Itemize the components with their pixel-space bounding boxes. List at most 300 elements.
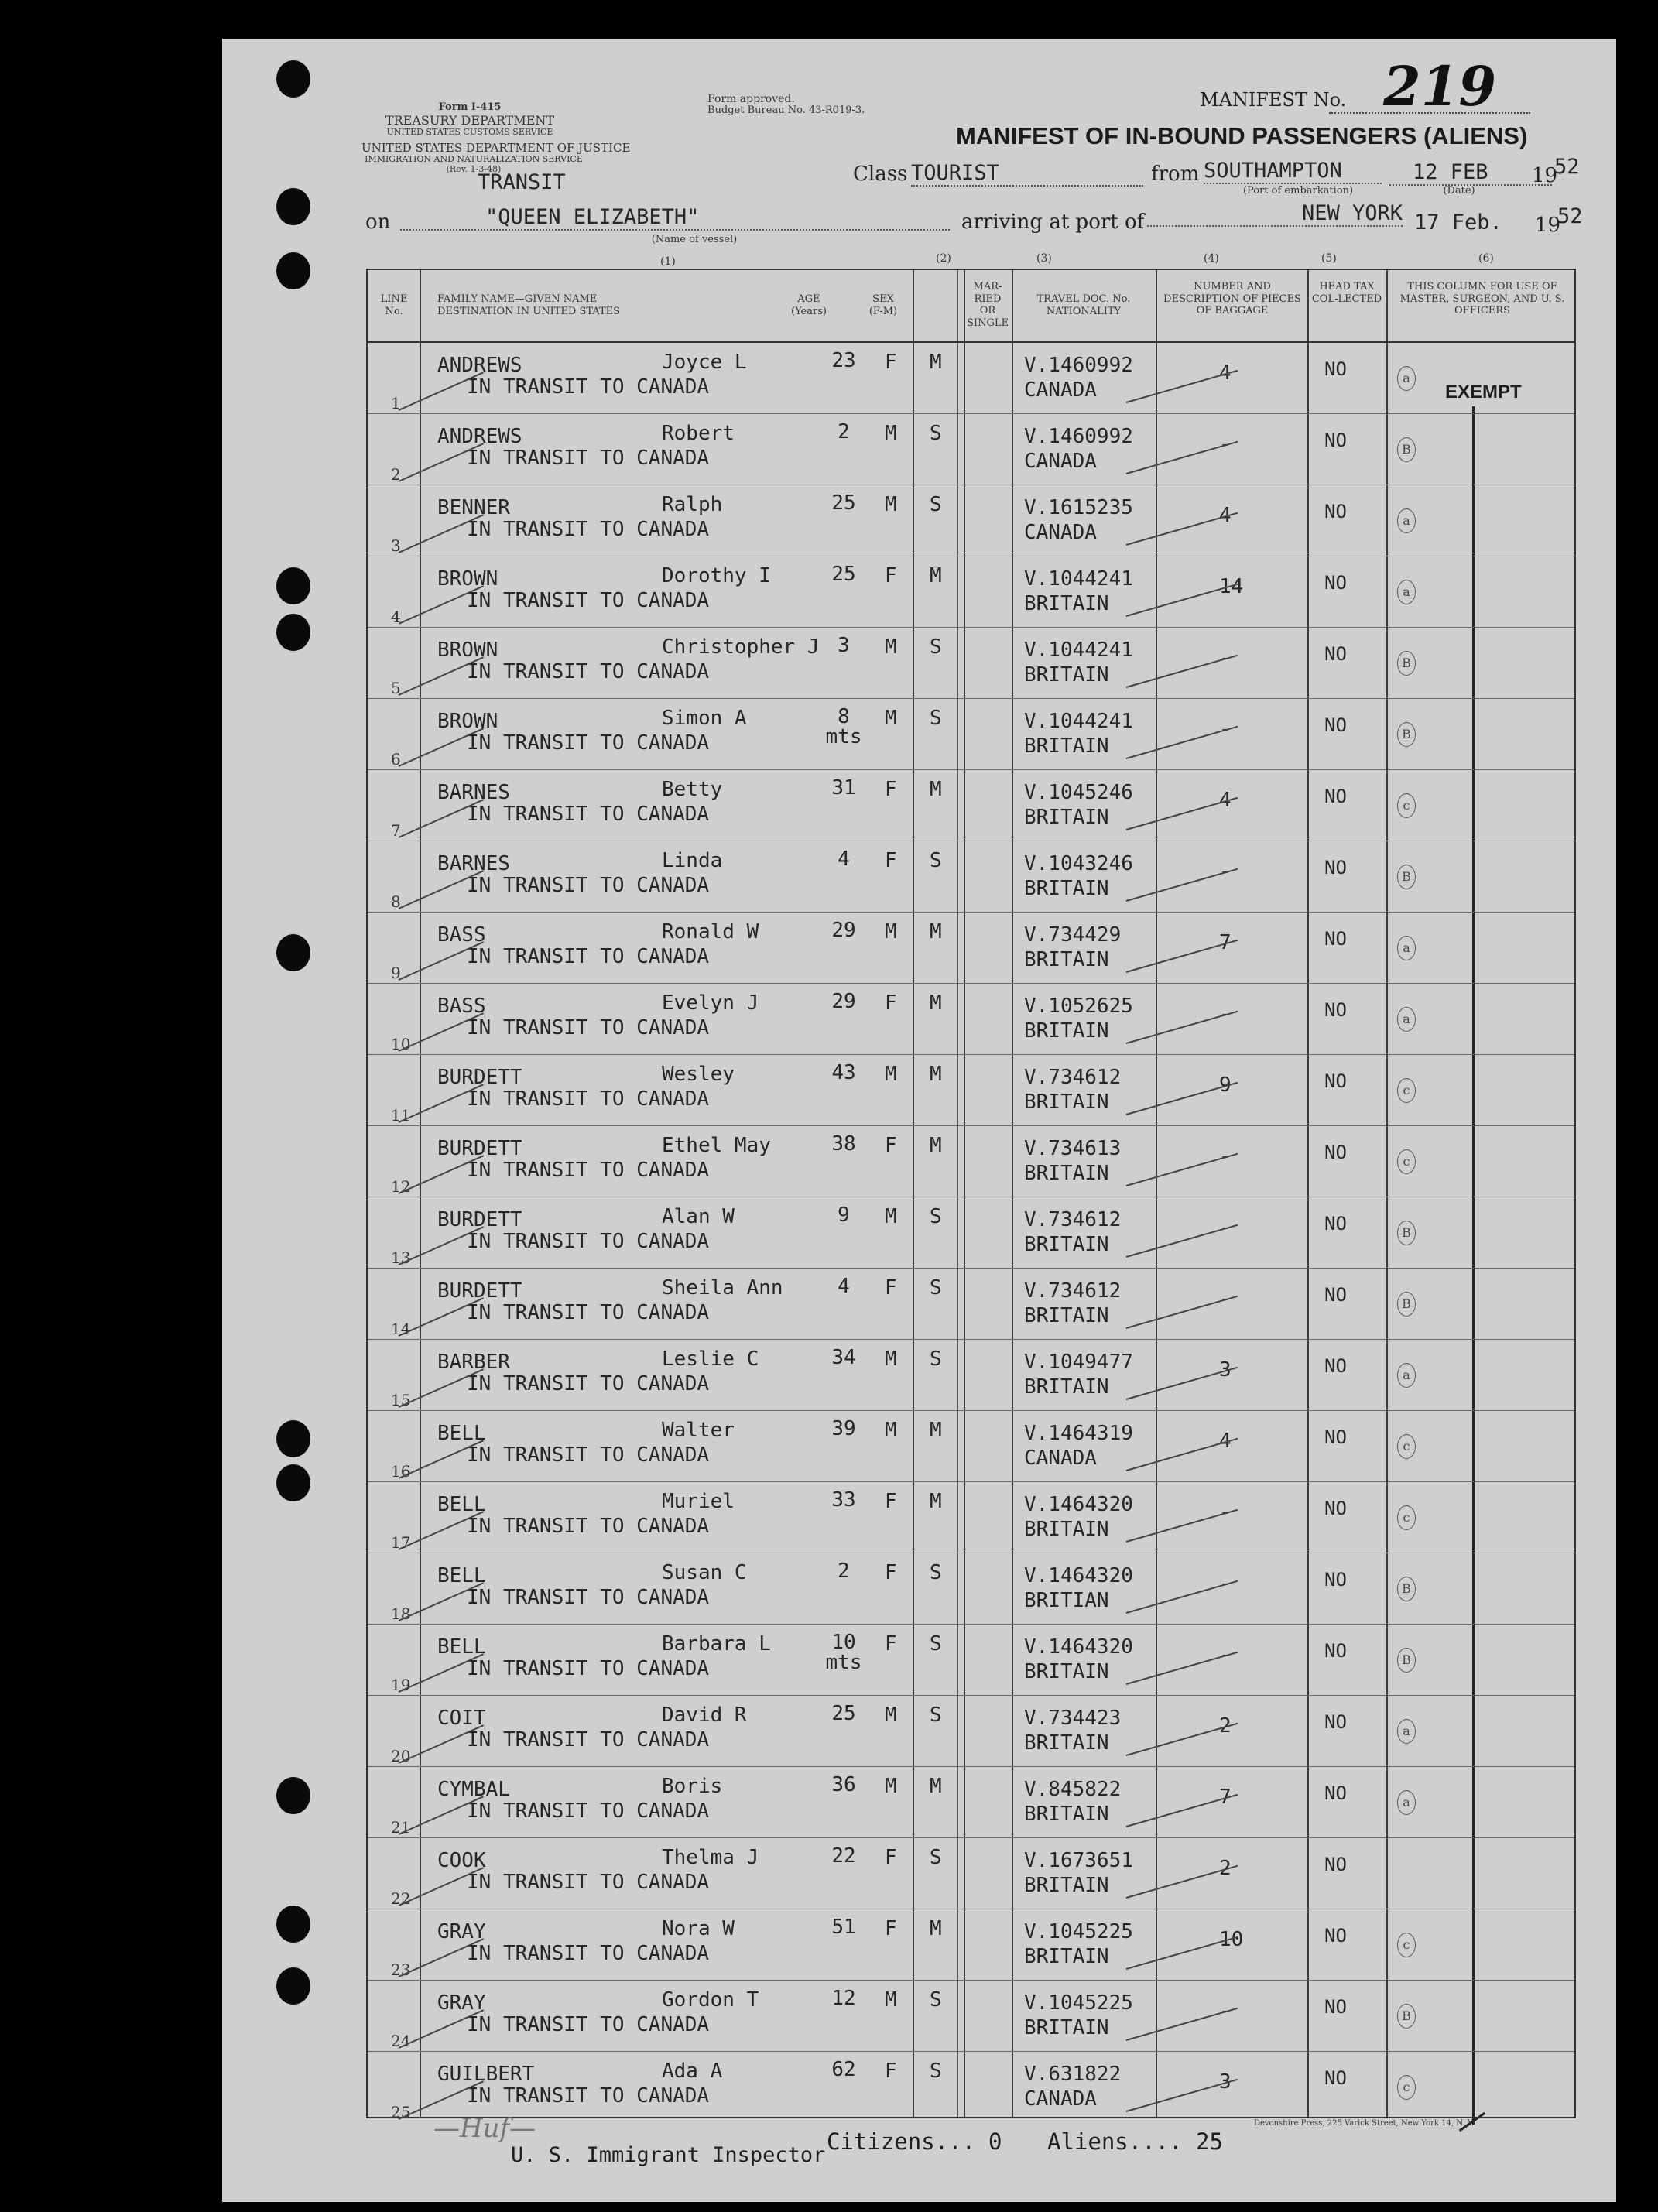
marital-status: M: [930, 351, 942, 374]
travel-doc-no: V.1044241: [1024, 567, 1133, 591]
marital-status: M: [930, 778, 942, 801]
table-row: [368, 1269, 1574, 1340]
inspector-label: U. S. Immigrant Inspector: [511, 2143, 826, 2167]
travel-doc-no: V.734612: [1024, 1066, 1122, 1089]
marital-status: S: [930, 1704, 942, 1727]
col-sex-title: SEX: [872, 293, 894, 305]
baggage-count: 7: [1219, 1786, 1232, 1809]
baggage-count: 2: [1219, 1857, 1232, 1880]
table-row: [368, 628, 1574, 699]
age: 31: [831, 776, 856, 800]
officer-code: c: [1397, 793, 1416, 818]
table-row: [368, 1909, 1574, 1981]
baggage-count: 4: [1219, 1430, 1232, 1453]
sex: F: [885, 1846, 897, 1869]
form-number: Form I-415: [438, 101, 502, 113]
form-id-block: [377, 102, 563, 138]
officer-code: c: [1397, 1505, 1416, 1530]
arriving-label: arriving at port of: [961, 211, 1145, 234]
sex: F: [885, 991, 897, 1015]
family-name: BELL: [437, 1564, 486, 1587]
family-name: COOK: [437, 1849, 486, 1872]
line-number: 6: [391, 750, 401, 769]
given-name: Robert: [662, 422, 735, 445]
officer-code: B: [1397, 1577, 1416, 1601]
doc-check-mark: [1126, 1865, 1238, 1899]
date-caption: (Date): [1443, 185, 1475, 197]
baggage-count: 4: [1219, 789, 1232, 812]
marital-status: S: [930, 1347, 942, 1371]
travel-doc-no: V.1673651: [1024, 1849, 1133, 1872]
sex: M: [885, 493, 897, 516]
given-name: Dorothy I: [662, 564, 771, 587]
class-value: TOURIST: [911, 161, 1143, 187]
family-name: GRAY: [437, 1920, 486, 1943]
marital-status: S: [930, 422, 942, 445]
line-number: 23: [391, 1960, 411, 1979]
approval-block: [707, 93, 865, 117]
arrival-year-suffix: 52: [1557, 204, 1583, 228]
marital-status: S: [930, 1276, 942, 1299]
table-row: [368, 913, 1574, 984]
head-tax: NO: [1324, 1213, 1347, 1234]
destination: IN TRANSIT TO CANADA: [467, 1586, 710, 1609]
doc-check-mark: [1126, 370, 1238, 403]
nationality: CANADA: [1024, 521, 1097, 544]
form-approved: Form approved.: [707, 93, 795, 105]
punch-hole: [276, 934, 310, 971]
marital-status: S: [930, 1205, 942, 1228]
sex: F: [885, 1490, 897, 1513]
sex: F: [885, 1917, 897, 1940]
sex: F: [885, 1561, 897, 1584]
table-row: [368, 1482, 1574, 1553]
family-name: COIT: [437, 1707, 486, 1730]
officer-code: a: [1397, 366, 1416, 391]
doc-check-mark: [1126, 2008, 1238, 2041]
sex: M: [885, 1419, 897, 1442]
sex: M: [885, 635, 897, 659]
baggage-count: 9: [1219, 1073, 1232, 1097]
table-row: [368, 770, 1574, 841]
arrival-port: NEW YORK: [1147, 201, 1403, 227]
col-baggage: NUMBER AND DESCRIPTION OF PIECES OF BAGGAGE: [1163, 281, 1301, 317]
table-row: [368, 699, 1574, 770]
table-row: [368, 1553, 1574, 1625]
punch-hole: [276, 1464, 310, 1501]
arrival-date: 17 Feb.: [1414, 211, 1502, 235]
col-sex: [860, 293, 906, 317]
destination: IN TRANSIT TO CANADA: [467, 1657, 710, 1680]
age: 3: [838, 634, 850, 657]
marital-status: S: [930, 1632, 942, 1656]
destination: IN TRANSIT TO CANADA: [467, 1087, 710, 1111]
travel-doc-no: V.734612: [1024, 1208, 1122, 1231]
destination: IN TRANSIT TO CANADA: [467, 1230, 710, 1253]
nationality: BRITAIN: [1024, 1945, 1109, 1968]
age: 25: [831, 563, 856, 586]
marital-status: S: [930, 2060, 942, 2083]
line-number: 4: [391, 608, 401, 626]
table-row: [368, 414, 1574, 485]
age: 51: [831, 1916, 856, 1939]
nationality: BRITAIN: [1024, 806, 1109, 829]
sex: F: [885, 778, 897, 801]
travel-doc-no: V.1460992: [1024, 354, 1133, 377]
baggage-count: -: [1219, 860, 1232, 883]
family-name: BROWN: [437, 567, 498, 591]
nationality: BRITAIN: [1024, 1304, 1109, 1327]
manifest-no-rule: [1329, 112, 1530, 114]
nationality: BRITAIN: [1024, 1731, 1109, 1755]
head-tax: NO: [1324, 572, 1347, 594]
from-value: SOUTHAMPTON: [1204, 159, 1382, 184]
given-name: Gordon T: [662, 1988, 759, 2012]
doc-check-mark: [1126, 1723, 1238, 1756]
nationality: BRITAIN: [1024, 1091, 1109, 1114]
destination: IN TRANSIT TO CANADA: [467, 447, 710, 470]
baggage-count: 7: [1219, 931, 1232, 954]
given-name: Linda: [662, 849, 723, 872]
given-name: Ronald W: [662, 920, 759, 943]
head-tax: NO: [1324, 643, 1347, 665]
officer-code: B: [1397, 651, 1416, 676]
head-tax: NO: [1324, 1284, 1347, 1306]
destination: IN TRANSIT TO CANADA: [467, 1799, 710, 1823]
age: 38: [831, 1132, 856, 1156]
sex: F: [885, 1632, 897, 1656]
officer-code: B: [1397, 437, 1416, 462]
destination: IN TRANSIT TO CANADA: [467, 945, 710, 968]
sex: M: [885, 920, 897, 943]
col-travel-doc: [1015, 293, 1153, 317]
punch-hole: [276, 1906, 310, 1943]
officer-code: c: [1397, 2075, 1416, 2100]
family-name: GUILBERT: [437, 2063, 535, 2086]
destination: IN TRANSIT TO CANADA: [467, 803, 710, 826]
sex: F: [885, 1276, 897, 1299]
age: 8 mts: [825, 705, 862, 748]
col-age-unit: (Years): [791, 305, 827, 317]
punch-hole: [276, 188, 310, 225]
doc-check-mark: [1126, 1794, 1238, 1827]
family-name: BARNES: [437, 852, 510, 875]
baggage-count: -: [1219, 1216, 1232, 1239]
marital-status: M: [930, 1419, 942, 1442]
line-number: 15: [391, 1391, 411, 1409]
punch-hole: [276, 614, 310, 651]
doc-check-mark: [1126, 441, 1238, 474]
officer-code: B: [1397, 1292, 1416, 1317]
travel-doc-no: V.1052625: [1024, 995, 1133, 1018]
sex: M: [885, 1347, 897, 1371]
destination: IN TRANSIT TO CANADA: [467, 375, 710, 399]
given-name: Christopher J: [662, 635, 820, 659]
col-name: [437, 293, 670, 317]
head-tax: NO: [1324, 430, 1347, 451]
col-sex-unit: (F-M): [868, 305, 898, 317]
head-tax: NO: [1324, 1925, 1347, 1947]
line-number: 13: [391, 1248, 411, 1267]
travel-doc-no: V.1044241: [1024, 639, 1133, 662]
revision: (Rev. 1-3-48): [446, 163, 502, 174]
doc-check-mark: [1126, 1367, 1238, 1400]
nationality: BRITAIN: [1024, 1803, 1109, 1826]
destination: IN TRANSIT TO CANADA: [467, 1728, 710, 1751]
head-tax: NO: [1324, 786, 1347, 807]
year-suffix: 52: [1554, 155, 1580, 179]
year-prefix: 19: [1532, 164, 1558, 187]
travel-doc-no: V.1043246: [1024, 852, 1133, 875]
baggage-count: -: [1219, 646, 1232, 669]
destination: IN TRANSIT TO CANADA: [467, 1443, 710, 1467]
head-tax: NO: [1324, 358, 1347, 380]
nationality: BRITAIN: [1024, 592, 1109, 615]
travel-doc-no: V.1045225: [1024, 1991, 1133, 2015]
table-row: [368, 2052, 1574, 2123]
travel-doc-no: V.845822: [1024, 1778, 1122, 1801]
punch-hole: [276, 1420, 310, 1457]
family-name: ANDREWS: [437, 425, 522, 448]
marital-status: M: [930, 991, 942, 1015]
head-tax: NO: [1324, 714, 1347, 736]
arrival-year-prefix: 19: [1535, 214, 1561, 237]
family-name: BARBER: [437, 1351, 510, 1374]
baggage-count: -: [1219, 717, 1232, 741]
line-number: 25: [391, 2103, 411, 2121]
given-name: Ethel May: [662, 1134, 771, 1157]
line-number: 1: [391, 394, 401, 413]
vessel-caption: (Name of vessel): [651, 234, 738, 245]
line-number: 5: [391, 679, 401, 697]
table-row: [368, 556, 1574, 628]
doc-check-mark: [1126, 797, 1238, 830]
family-name: BROWN: [437, 639, 498, 662]
age: 34: [831, 1346, 856, 1369]
punch-hole: [276, 252, 310, 289]
passenger-table: [366, 269, 1576, 2121]
doc-check-mark: [1126, 940, 1238, 973]
age: 4: [838, 847, 850, 871]
table-row: [368, 1197, 1574, 1269]
doc-check-mark: [1126, 868, 1238, 902]
justice-dept: UNITED STATES DEPARTMENT OF JUSTICE: [361, 141, 631, 155]
family-name: BURDETT: [437, 1066, 522, 1089]
col-age: [778, 293, 840, 317]
table-row: [368, 343, 1574, 414]
doc-check-mark: [1126, 1153, 1238, 1186]
exempt-note: EXEMPT: [1445, 382, 1522, 402]
sex: F: [885, 2060, 897, 2083]
doc-check-mark: [1126, 2079, 1238, 2112]
age: 9: [838, 1204, 850, 1227]
baggage-count: 14: [1219, 575, 1244, 598]
press-imprint: Devonshire Press, 225 Varick Street, New York 14, N. Y.: [1254, 2119, 1475, 2128]
doc-check-mark: [1126, 512, 1238, 546]
nationality: CANADA: [1024, 378, 1097, 402]
col-number: (2): [936, 252, 951, 265]
age: 22: [831, 1844, 856, 1868]
given-name: Simon A: [662, 707, 747, 730]
table-row: [368, 841, 1574, 913]
marital-status: S: [930, 707, 942, 730]
marital-status: M: [930, 1063, 942, 1086]
head-tax: NO: [1324, 1426, 1347, 1448]
nationality: BRITAIN: [1024, 2016, 1109, 2039]
destination: IN TRANSIT TO CANADA: [467, 1301, 710, 1324]
sex: M: [885, 1775, 897, 1798]
baggage-count: -: [1219, 1643, 1232, 1666]
nationality: BRITAIN: [1024, 1874, 1109, 1897]
line-number: 19: [391, 1676, 411, 1694]
baggage-count: -: [1219, 1002, 1232, 1026]
head-tax: NO: [1324, 1640, 1347, 1662]
marital-status: M: [930, 1134, 942, 1157]
officer-code: c: [1397, 1078, 1416, 1103]
travel-doc-no: V.1045225: [1024, 1920, 1133, 1943]
officer-code: a: [1397, 1790, 1416, 1815]
family-name: GRAY: [437, 1991, 486, 2015]
age: 29: [831, 990, 856, 1013]
aliens-label: Aliens....: [1047, 2128, 1183, 2155]
col-age-title: AGE: [797, 293, 820, 305]
col-officers: THIS COLUMN FOR USE OF MASTER, SURGEON, AND U. S. OFFICERS: [1399, 281, 1565, 317]
sex: M: [885, 1704, 897, 1727]
nationality: BRITAIN: [1024, 1518, 1109, 1541]
nationality: BRITAIN: [1024, 1375, 1109, 1399]
destination: IN TRANSIT TO CANADA: [467, 1372, 710, 1395]
head-tax: NO: [1324, 2067, 1347, 2089]
travel-doc-no: V.1464320: [1024, 1635, 1133, 1659]
sex: M: [885, 422, 897, 445]
sex: F: [885, 1134, 897, 1157]
doc-check-mark: [1126, 1652, 1238, 1685]
col-number: (6): [1478, 252, 1494, 265]
baggage-count: -: [1219, 1999, 1232, 2022]
table-row: [368, 1696, 1574, 1767]
travel-doc-no: V.1464320: [1024, 1564, 1133, 1587]
punch-hole: [276, 1967, 310, 2005]
destination: IN TRANSIT TO CANADA: [467, 589, 710, 612]
officer-code: c: [1397, 1434, 1416, 1459]
punch-hole: [276, 60, 310, 98]
doc-check-mark: [1126, 1580, 1238, 1614]
line-number: 18: [391, 1604, 411, 1623]
head-tax: NO: [1324, 1711, 1347, 1733]
family-name: BURDETT: [437, 1137, 522, 1160]
line-number: 17: [391, 1533, 411, 1552]
col-travel-doc-title: TRAVEL DOC. No.: [1036, 293, 1131, 305]
line-number: 24: [391, 2032, 411, 2050]
marital-status: M: [930, 920, 942, 943]
head-tax: NO: [1324, 501, 1347, 522]
nationality: BRITAIN: [1024, 1019, 1109, 1043]
from-label: from: [1151, 163, 1200, 186]
line-number: 16: [391, 1462, 411, 1481]
customs-service: UNITED STATES CUSTOMS SERVICE: [386, 127, 553, 138]
destination: IN TRANSIT TO CANADA: [467, 1942, 710, 1965]
age: 25: [831, 1702, 856, 1725]
nationality: BRITAIN: [1024, 1162, 1109, 1185]
on-label: on: [365, 211, 391, 234]
col-married: MAR-RIED OR SINGLE: [967, 281, 1009, 329]
given-name: Ralph: [662, 493, 723, 516]
col-line-no: LINE No.: [380, 293, 408, 317]
given-name: Thelma J: [662, 1846, 759, 1869]
nationality: BRITAIN: [1024, 948, 1109, 971]
table-row: [368, 1981, 1574, 2052]
given-name: Joyce L: [662, 351, 747, 374]
age: 33: [831, 1488, 856, 1512]
given-name: Alan W: [662, 1205, 735, 1228]
head-tax: NO: [1324, 928, 1347, 950]
officer-code: a: [1397, 936, 1416, 960]
head-tax: NO: [1324, 999, 1347, 1021]
date-value: 12 FEB: [1389, 160, 1552, 186]
travel-doc-no: V.631822: [1024, 2063, 1122, 2086]
destination: IN TRANSIT TO CANADA: [467, 660, 710, 683]
destination: IN TRANSIT TO CANADA: [467, 518, 710, 541]
manifest-title: MANIFEST OF IN-BOUND PASSENGERS (ALIENS): [956, 122, 1528, 149]
sex: F: [885, 351, 897, 374]
col-number: (1): [660, 255, 676, 268]
sex: M: [885, 707, 897, 730]
manifest-number: 219: [1383, 54, 1497, 118]
doc-check-mark: [1126, 1082, 1238, 1115]
citizens-count: 0: [988, 2128, 1002, 2155]
family-name: BROWN: [437, 710, 498, 733]
transit-label: TRANSIT: [478, 170, 566, 194]
family-name: BARNES: [437, 781, 510, 804]
family-name: BURDETT: [437, 1279, 522, 1303]
sex: M: [885, 1205, 897, 1228]
age: 12: [831, 1987, 856, 2010]
age: 25: [831, 491, 856, 515]
given-name: Boris: [662, 1775, 723, 1798]
travel-doc-no: V.734429: [1024, 923, 1122, 947]
travel-doc-no: V.1045246: [1024, 781, 1133, 804]
table-row: [368, 485, 1574, 556]
travel-doc-no: V.734613: [1024, 1137, 1122, 1160]
baggage-count: -: [1219, 1287, 1232, 1310]
col-nationality-title: NATIONALITY: [1046, 305, 1122, 317]
sex: M: [885, 1063, 897, 1086]
age: 36: [831, 1773, 856, 1796]
destination: IN TRANSIT TO CANADA: [467, 1016, 710, 1039]
family-name: ANDREWS: [437, 354, 522, 377]
officer-code: a: [1397, 1719, 1416, 1744]
family-name: BASS: [437, 995, 486, 1018]
baggage-count: -: [1219, 433, 1232, 456]
age: 23: [831, 349, 856, 372]
sex: F: [885, 564, 897, 587]
table-row: [368, 1055, 1574, 1126]
head-tax: NO: [1324, 1782, 1347, 1804]
line-number: 10: [391, 1035, 411, 1053]
marital-status: S: [930, 1988, 942, 2012]
nationality: CANADA: [1024, 450, 1097, 473]
line-number: 3: [391, 536, 401, 555]
officer-code: B: [1397, 1221, 1416, 1245]
table-row: [368, 984, 1574, 1055]
line-number: 2: [391, 465, 401, 484]
marital-status: M: [930, 564, 942, 587]
travel-doc-no: V.1464320: [1024, 1493, 1133, 1516]
destination: IN TRANSIT TO CANADA: [467, 731, 710, 755]
head-tax: NO: [1324, 1854, 1347, 1875]
given-name: Sheila Ann: [662, 1276, 783, 1299]
nationality: BRITAIN: [1024, 1233, 1109, 1256]
